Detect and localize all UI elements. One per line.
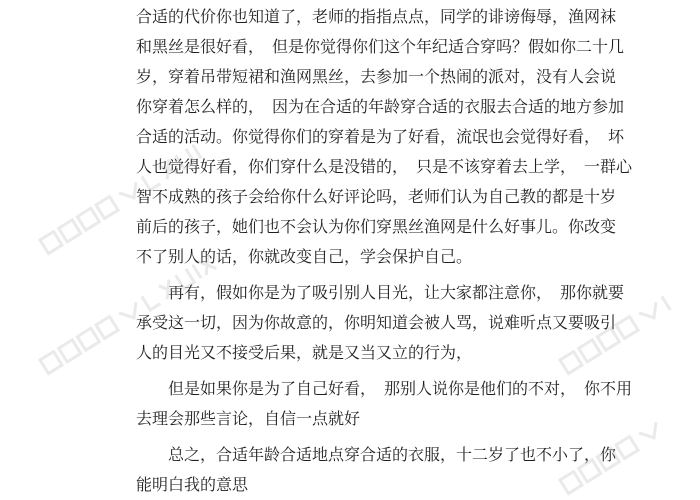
paragraph-line: 但是如果你是为了自己好看， 那别人说你是他们的不对， 你不用 xyxy=(136,379,633,398)
paragraph-line: 总之，合适年龄合适地点穿合适的衣服，十二岁了也不小了，你 xyxy=(136,445,617,464)
paragraph-line: 人也觉得好看，你们穿什么是没错的， 只是不该穿着去上学， 一群心 xyxy=(136,157,633,176)
paragraph-line: 智不成熟的孩子会给你什么好评论吗，老师们认为自己教的都是十岁 xyxy=(136,187,617,206)
paragraph-line: 和黑丝是很好看， 但是你觉得你们这个年纪适合穿吗？假如你二十几 xyxy=(136,37,625,56)
paragraph-line: 合适的活动。你觉得你们的穿着是为了好看，流氓也会觉得好看， 坏 xyxy=(136,127,625,146)
paragraph-line: 再有，假如你是为了吸引别人目光，让大家都注意你， 那你就要 xyxy=(136,283,625,302)
paragraph-line: 你穿着怎么样的， 因为在合适的年龄穿合适的衣服去合适的地方参加 xyxy=(136,97,625,116)
paragraph-line: 合适的代价你也知道了，老师的指指点点，同学的诽谤侮辱，渔网袜 xyxy=(136,7,617,26)
document-body xyxy=(136,0,633,500)
paragraph-line: 能明白我的意思 xyxy=(136,475,249,494)
paragraph-line: 去理会那些言论，自信一点就好 xyxy=(136,409,361,428)
paragraph-line: 前后的孩子，她们也不会认为你们穿黑丝渔网是什么好事儿。你改变 xyxy=(136,217,617,236)
paragraph-line: 承受这一切，因为你故意的，你明知道会被人骂，说难听点又要吸引 xyxy=(136,313,617,332)
paragraph-line: 不了别人的话，你就改变自己，学会保护自己。 xyxy=(136,247,473,266)
paragraph-line: 人的目光又不接受后果，就是又当又立的行为， xyxy=(136,343,473,362)
paragraph-line: 岁，穿着吊带短裙和渔网黑丝，去参加一个热闹的派对，没有人会说 xyxy=(136,67,617,86)
